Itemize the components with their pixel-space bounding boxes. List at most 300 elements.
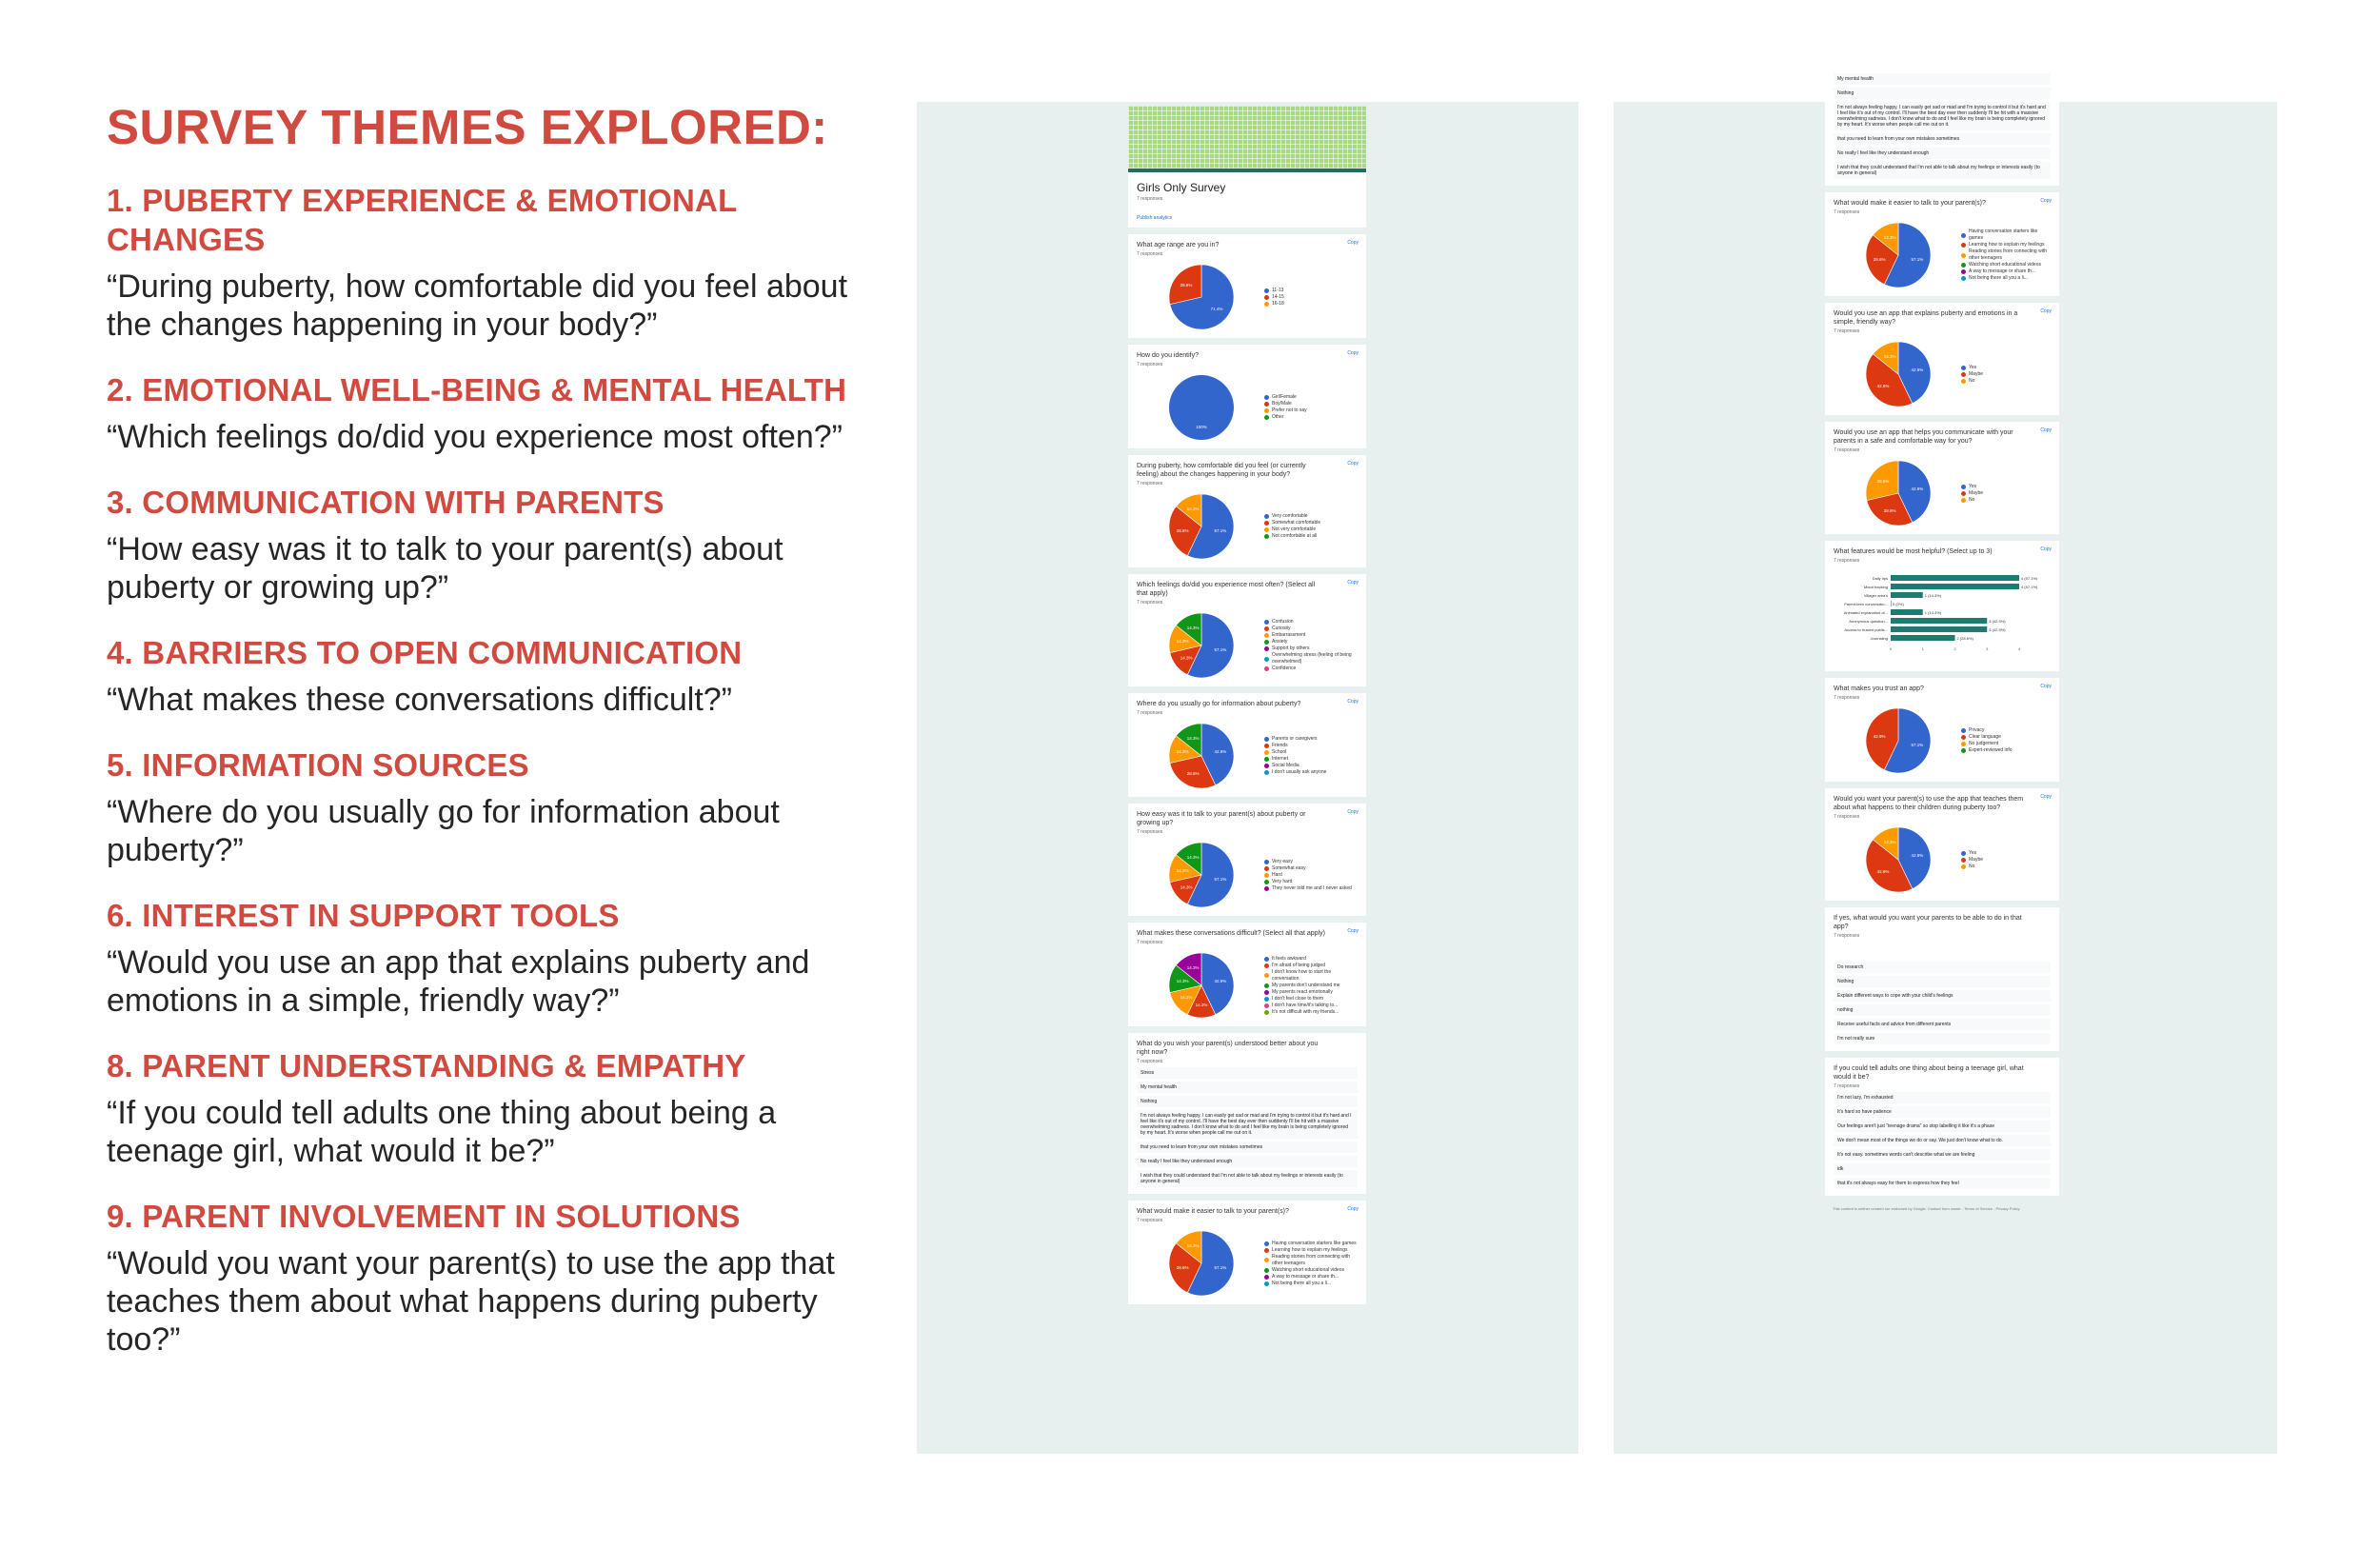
- legend-swatch: [1264, 626, 1269, 631]
- legend-item: [1264, 665, 1358, 672]
- legend-item: [1264, 288, 1284, 294]
- answer-item: Nothing: [1834, 88, 2051, 99]
- pie-chart: [1167, 1229, 1236, 1298]
- legend-item: [1264, 885, 1352, 892]
- legend-item: [1264, 414, 1307, 421]
- pie-slice-label: 14.3%: [1186, 1243, 1200, 1249]
- pie-slice-label: 14.3%: [1186, 506, 1200, 512]
- legend-label: School: [1272, 749, 1287, 755]
- answer-item: that you need to learn from your own mistakes sometimes: [1834, 133, 2051, 145]
- legend-swatch: [1264, 757, 1269, 762]
- pie-slice-label: 14.3%: [1180, 655, 1193, 661]
- theme-item: [107, 1046, 849, 1170]
- legend-label: I'm afraid of being judged: [1272, 962, 1325, 968]
- survey-screenshot-panel-2: [1614, 76, 2277, 1454]
- pie-chart: [1167, 951, 1236, 1020]
- chart-card: [1128, 804, 1366, 916]
- themes-list: [107, 181, 849, 1359]
- bar-category-label: Parent-teen conversatio...: [1844, 602, 1888, 606]
- legend-item: [1264, 407, 1307, 414]
- pie-chart: [1167, 492, 1236, 561]
- legend-label: It feels awkward: [1272, 955, 1306, 962]
- legend-item: [1264, 626, 1358, 632]
- legend-swatch: [1264, 527, 1269, 532]
- legend-swatch: [1961, 851, 1966, 856]
- chart-title: What features would be most helpful? (Select up to 3): [1834, 548, 1993, 555]
- pie-slice-label: 42.9%: [1911, 486, 1924, 491]
- bar-value-label: 4 (57.1%): [2021, 585, 2038, 589]
- legend-swatch: [1961, 735, 1966, 740]
- legend-swatch: [1961, 233, 1966, 238]
- legend-swatch: [1264, 657, 1269, 662]
- chart-legend: [1264, 619, 1358, 672]
- legend-swatch: [1264, 408, 1269, 413]
- legend-swatch: [1264, 666, 1269, 671]
- theme-question: “Would you want your parent(s) to use the app that teaches them about what happens during puberty too?”: [107, 1245, 835, 1358]
- legend-item: [1264, 963, 1358, 969]
- chart-card: [1128, 923, 1366, 1026]
- bar-value-label: 2 (28.6%): [1956, 636, 1973, 641]
- theme-heading: 2. EMOTIONAL WELL-BEING & MENTAL HEALTH: [107, 372, 847, 407]
- legend-item: [1264, 632, 1358, 639]
- legend-label: Embarrassment: [1272, 632, 1306, 638]
- legend-label: Reading stories from connecting with other teenagers: [1969, 248, 2047, 261]
- chart-legend: [1961, 727, 2013, 754]
- chart-cards: [1128, 234, 1366, 1026]
- legend-swatch: [1264, 1248, 1269, 1253]
- legend-swatch: [1264, 764, 1269, 768]
- legend-swatch: [1264, 1003, 1269, 1008]
- answer-item: Receive useful facts and advice from different parents: [1834, 1019, 2051, 1030]
- chart-row: [1137, 373, 1358, 442]
- form-response-count: 7 responses: [1137, 196, 1163, 202]
- card-response-count: 7 responses: [1834, 933, 1860, 939]
- chart-cards: [1825, 192, 2059, 901]
- answer-item: I wish that they could understand that I'm not able to talk about my feelings or interests easily (to anyone in general): [1834, 162, 2051, 179]
- chart-row: [1137, 492, 1358, 561]
- legend-label: I don't feel close to them: [1272, 995, 1324, 1002]
- chart-title: What would make it easier to talk to your parent(s)?: [1137, 1208, 1289, 1215]
- answer-item: Nothing: [1834, 976, 2051, 987]
- chart-row: [1834, 221, 2051, 289]
- legend-label: Watching short educational videos: [1969, 262, 2041, 268]
- legend-item: [1961, 734, 2013, 741]
- answers-list: [1834, 1092, 2051, 1189]
- theme-question: “What makes these conversations difficult?”: [107, 682, 732, 718]
- bar-category-label: Mood tracking: [1863, 585, 1888, 589]
- chart-card: [1825, 678, 2059, 782]
- axis-tick-label: 4: [2017, 646, 2021, 651]
- copy-button[interactable]: Copy: [1347, 350, 1359, 356]
- card-response-count: 7 responses: [1834, 814, 1860, 820]
- legend-label: Learning how to explain my feelings: [1969, 242, 2045, 248]
- chart-title: What makes these conversations difficult? (Select all that apply): [1137, 930, 1325, 937]
- card-response-count: 7 responses: [1834, 695, 1860, 701]
- pie-slice-label: 14.3%: [1180, 884, 1193, 890]
- legend-label: It's not difficult with my friends...: [1272, 1008, 1339, 1015]
- answer-item: I'm not really sure: [1834, 1033, 2051, 1044]
- legend-label: Having conversation starters like games: [1969, 228, 2038, 241]
- chart-row: [1137, 841, 1358, 909]
- legend-swatch: [1264, 633, 1269, 638]
- legend-swatch: [1961, 498, 1966, 503]
- legend-label: Maybe: [1969, 370, 1984, 377]
- answer-item: It's not easy. sometimes words can't describe what we are feeling: [1834, 1149, 2051, 1161]
- survey-screenshot-panel-1: [917, 102, 1578, 1454]
- chart-row: [1137, 1229, 1358, 1298]
- chart-card: [1825, 788, 2059, 901]
- bar-category-label: Daily tips: [1872, 576, 1888, 581]
- legend-label: Maybe: [1969, 856, 1984, 863]
- legend-swatch: [1264, 860, 1269, 864]
- pie-chart: [1167, 722, 1236, 790]
- theme-item: [107, 181, 849, 344]
- legend-item: [1264, 1274, 1358, 1281]
- pie-slice-label: 28.6%: [1876, 478, 1890, 484]
- legend-label: Yes: [1969, 849, 1977, 856]
- copy-button[interactable]: Copy: [1347, 1206, 1359, 1212]
- answer-item: We don't mean most of the things we do or say. We just don't know what to do.: [1834, 1135, 2051, 1146]
- legend-label: Confidence: [1272, 665, 1297, 671]
- pie-slice-label: 14.3%: [1186, 855, 1200, 861]
- legend-item: [1961, 864, 1983, 870]
- card-response-count: 7 responses: [1834, 447, 1860, 453]
- legend-swatch: [1264, 886, 1269, 891]
- legend-item: [1264, 736, 1326, 743]
- chart-title: How easy was it to talk to your parent(s) about puberty or growing up?: [1137, 811, 1306, 826]
- pie-slice-label: 14.3%: [1195, 1002, 1208, 1007]
- chart-title: What would make it easier to talk to your parent(s)?: [1834, 200, 1986, 207]
- answers-list: [1834, 73, 2051, 179]
- legend-item: [1961, 484, 1983, 490]
- bar: [1891, 635, 1955, 641]
- card-response-count: 7 responses: [1137, 481, 1163, 487]
- legend-swatch: [1961, 742, 1966, 746]
- legend-label: I don't usually ask anyone: [1272, 769, 1327, 775]
- survey-column-1: [1128, 102, 1366, 1311]
- card-response-count: 7 responses: [1137, 600, 1163, 606]
- legend-item: [1264, 743, 1326, 749]
- form-footer: This content is neither created nor endorsed by Google. Contact form owner - Terms of Service - Privacy Policy: [1833, 1206, 2020, 1211]
- legend-label: Having conversation starters like games: [1272, 1240, 1357, 1246]
- chart-row: [1834, 706, 2051, 775]
- theme-heading: 3. COMMUNICATION WITH PARENTS: [107, 485, 664, 520]
- pie-slice-label: 42.9%: [1214, 748, 1227, 754]
- pie-slice-label: 42.9%: [1911, 367, 1924, 372]
- legend-label: Watching short educational videos: [1272, 1266, 1344, 1273]
- legend-item: [1264, 983, 1358, 989]
- pie-slice-label: 57.1%: [1214, 528, 1227, 534]
- legend-swatch: [1264, 963, 1269, 968]
- pie-chart: [1864, 459, 1933, 527]
- pie-slice-label: 42.9%: [1876, 869, 1890, 875]
- legend-item: [1961, 741, 2013, 747]
- legend-label: Privacy: [1969, 727, 1985, 733]
- copy-button[interactable]: Copy: [1347, 461, 1359, 467]
- legend-swatch: [1264, 1241, 1269, 1246]
- legend-swatch: [1264, 744, 1269, 748]
- copy-button[interactable]: Copy: [2040, 684, 2052, 689]
- text-answers-card-continued: [1825, 64, 2059, 186]
- legend-item: [1264, 652, 1358, 665]
- legend-label: I don't know how to start the conversation: [1272, 968, 1332, 982]
- chart-legend: [1264, 736, 1326, 776]
- chart-title: What age range are you in?: [1137, 242, 1220, 248]
- pie-slice-label: 28.6%: [1883, 507, 1896, 513]
- pie-slice-label: 100%: [1196, 424, 1207, 429]
- answer-item: I'm not lazy, I'm exhausted: [1834, 1092, 2051, 1103]
- chart-cards-tail: [1128, 1201, 1366, 1304]
- pie-slice-label: 57.1%: [1911, 257, 1924, 263]
- legend-swatch: [1264, 395, 1269, 400]
- legend-label: Anxiety: [1272, 639, 1288, 645]
- answer-item: Nothing: [1137, 1096, 1358, 1107]
- bar: [1891, 592, 1923, 598]
- legend-label: 11-13: [1272, 287, 1284, 293]
- chart-row: [1137, 951, 1358, 1020]
- legend-label: Very hard: [1272, 878, 1293, 884]
- chart-title: Would you want your parent(s) to use the app that teaches them about what happens to their children during puberty too?: [1834, 796, 2024, 811]
- legend-label: Prefer not to say: [1272, 407, 1307, 413]
- pie-slice-label: 28.6%: [1180, 282, 1193, 288]
- bar-category-label: Animated explanation of...: [1843, 610, 1888, 615]
- chart-title: Would you use an app that helps you communicate with your parents in a safe and comfortable way for you?: [1834, 429, 2013, 445]
- pie-slice-label: 14.3%: [1176, 638, 1189, 644]
- pie-slice-label: 28.6%: [1186, 770, 1200, 776]
- legend-swatch: [1264, 1010, 1269, 1015]
- bar: [1891, 601, 1892, 606]
- legend-label: Support by others: [1272, 645, 1310, 651]
- legend-item: [1961, 365, 1983, 371]
- theme-heading: 9. PARENT INVOLVEMENT IN SOLUTIONS: [107, 1199, 741, 1234]
- answer-item: I'm not always feeling happy. I can easily get sad or mad and I'm trying to control it but it's hard and I feel like it's out of my control. I'll have the best day ever then suddenly I'll be hit with a massive overwhelming sadness. I don't know what to do and I feel like my brain is being completely ignored by my heart. It's worse when people call me out on it.: [1137, 1110, 1358, 1139]
- copy-button[interactable]: Copy: [2040, 308, 2052, 314]
- answer-item: idk: [1834, 1163, 2051, 1175]
- legend-swatch: [1264, 770, 1269, 775]
- chart-row: [1834, 459, 2051, 527]
- legend-label: No: [1969, 377, 1975, 384]
- legend-label: Curiosity: [1272, 626, 1291, 631]
- copy-button[interactable]: Copy: [1347, 699, 1359, 705]
- pie-slice-label: 42.9%: [1214, 978, 1227, 983]
- answers-list: [1137, 1067, 1358, 1187]
- legend-label: 14-15: [1272, 293, 1284, 300]
- legend-label: Not being there all you a li...: [1969, 275, 2028, 281]
- chart-legend: [1264, 956, 1358, 1016]
- card-response-count: 7 responses: [1137, 1218, 1163, 1223]
- parents-app-answers-card: [1825, 907, 2059, 1051]
- legend-swatch: [1264, 873, 1269, 878]
- theme-item: [107, 370, 849, 456]
- theme-question: “If you could tell adults one thing about being a teenage girl, what would it be?”: [107, 1095, 777, 1169]
- legend-item: [1264, 301, 1284, 308]
- legend-label: Very easy: [1272, 858, 1293, 864]
- answer-item: My mental health: [1137, 1082, 1358, 1093]
- copy-button[interactable]: Copy: [2040, 546, 2052, 552]
- legend-swatch: [1264, 866, 1269, 871]
- legend-label: Hard: [1272, 871, 1282, 878]
- copy-button[interactable]: Copy: [1347, 580, 1359, 586]
- answer-item: I wish that they could understand that I'm not able to talk about my feelings or interests easily (to anyone in general): [1137, 1170, 1358, 1187]
- legend-swatch: [1961, 491, 1966, 496]
- legend-label: No judgement: [1969, 741, 1999, 746]
- legend-item: [1264, 533, 1320, 540]
- bar: [1891, 584, 2019, 589]
- answer-item: I'm not always feeling happy. I can easily get sad or mad and I'm trying to control it but it's hard and I feel like it's out of my control. I'll have the best day ever then suddenly I'll be hit with a massive overwhelming sadness. I don't know what to do and I feel like my brain is being completely ignored by my heart. It's worse when people call me out on it.: [1834, 102, 2051, 130]
- legend-label: Confusion: [1272, 619, 1294, 625]
- legend-swatch: [1264, 514, 1269, 519]
- legend-label: Somewhat comfortable: [1272, 520, 1321, 526]
- pie-slice-label: 14.3%: [1180, 995, 1193, 1001]
- answer-item: that you need to learn from your own mistakes sometimes: [1137, 1142, 1358, 1153]
- legend-swatch: [1961, 269, 1966, 274]
- legend-item: [1264, 1247, 1358, 1254]
- legend-label: Yes: [1969, 364, 1977, 370]
- legend-label: Not very comfortable: [1272, 526, 1317, 532]
- copy-button[interactable]: Copy: [1347, 928, 1359, 934]
- chart-card: [1128, 693, 1366, 797]
- answer-item: No really I feel like they understand enough: [1137, 1156, 1358, 1167]
- legend-label: Social Media: [1272, 763, 1299, 768]
- legend-label: Very comfortable: [1272, 513, 1308, 519]
- legend-swatch: [1961, 372, 1966, 377]
- legend-label: Other: [1272, 414, 1284, 420]
- legend-item: [1961, 228, 2051, 242]
- chart-legend: [1961, 484, 1983, 504]
- legend-label: Learning how to explain my feelings: [1272, 1246, 1348, 1253]
- bar-category-label: Villager area's: [1863, 593, 1888, 598]
- chart-legend: [1961, 228, 2051, 282]
- copy-button[interactable]: Copy: [1347, 809, 1359, 815]
- chart-title: During puberty, how comfortable did you feel (or currently feeling) about the changes happening in your body?: [1137, 463, 1306, 478]
- card-response-count: 7 responses: [1834, 1083, 1860, 1089]
- pie-slice-label: 14.3%: [1186, 626, 1200, 631]
- chart-legend: [1264, 1241, 1358, 1287]
- chart-card: [1825, 192, 2059, 296]
- legend-item: [1264, 513, 1320, 520]
- form-title: Girls Only Survey: [1137, 181, 1226, 194]
- legend-swatch: [1961, 243, 1966, 248]
- chart-legend: [1264, 513, 1320, 540]
- theme-item: [107, 896, 849, 1020]
- legend-label: They never told me and I never asked: [1272, 884, 1352, 891]
- legend-item: [1264, 394, 1307, 401]
- chart-row: [1834, 340, 2051, 408]
- pie-chart: [1864, 340, 1933, 408]
- legend-label: I don't have time/it's talking to...: [1272, 1002, 1339, 1008]
- pie-slice-label: 14.3%: [1176, 867, 1189, 873]
- copy-button[interactable]: Copy: [1347, 240, 1359, 246]
- chart-title: How do you identify?: [1137, 352, 1199, 359]
- legend-label: Somewhat easy: [1272, 864, 1306, 871]
- pie-chart: [1167, 263, 1236, 331]
- legend-swatch: [1264, 750, 1269, 755]
- pie-slice-label: 42.9%: [1876, 384, 1890, 389]
- bar-chart: [1834, 569, 2053, 665]
- form-title-card: [1128, 172, 1366, 228]
- theme-heading: 4. BARRIERS TO OPEN COMMUNICATION: [107, 635, 743, 670]
- bar-value-label: 1 (14.3%): [1924, 610, 1942, 615]
- legend-item: [1961, 242, 2051, 248]
- chart-row: [1137, 722, 1358, 790]
- legend-label: Boy/Male: [1272, 401, 1292, 407]
- chart-card: [1825, 541, 2059, 671]
- theme-heading: 8. PARENT UNDERSTANDING & EMPATHY: [107, 1048, 746, 1083]
- pie-slice-label: 42.9%: [1873, 733, 1886, 739]
- pie-slice-label: 57.1%: [1911, 743, 1924, 748]
- card-title: What do you wish your parent(s) understood better about you right now?: [1137, 1041, 1319, 1056]
- legend-item: [1264, 956, 1358, 963]
- theme-question: “Which feelings do/did you experience most often?”: [107, 419, 843, 455]
- legend-item: [1264, 989, 1358, 996]
- legend-label: A way to message or share th...: [1272, 1273, 1339, 1280]
- legend-label: Maybe: [1969, 489, 1984, 496]
- pie-slice-label: 28.6%: [1176, 1265, 1189, 1271]
- axis-tick-label: 2: [1954, 646, 1956, 651]
- legend-swatch: [1264, 402, 1269, 407]
- copy-button[interactable]: Copy: [2040, 427, 2052, 433]
- chart-row: [1834, 825, 2051, 894]
- bar-value-label: 1 (14.3%): [1924, 593, 1942, 598]
- legend-item: [1264, 526, 1320, 533]
- legend-label: Not being there all you a li...: [1272, 1280, 1331, 1286]
- legend-swatch: [1264, 1258, 1269, 1262]
- bar-value-label: 3 (42.9%): [1989, 627, 2006, 632]
- copy-button[interactable]: Copy: [2040, 794, 2052, 800]
- bar-category-label: Anonymous question...: [1849, 619, 1888, 624]
- chart-legend: [1961, 850, 1983, 870]
- theme-item: [107, 633, 849, 719]
- chart-legend: [1264, 859, 1352, 892]
- legend-item: [1264, 756, 1326, 763]
- legend-item: [1264, 1254, 1358, 1267]
- legend-swatch: [1264, 620, 1269, 625]
- legend-swatch: [1961, 748, 1966, 753]
- legend-swatch: [1961, 276, 1966, 281]
- legend-swatch: [1264, 640, 1269, 645]
- pie-slice-label: 28.6%: [1873, 257, 1886, 263]
- chart-card: [1128, 574, 1366, 686]
- legend-item: [1961, 262, 2051, 268]
- legend-item: [1961, 747, 2013, 754]
- legend-swatch: [1264, 737, 1269, 742]
- pie-slice-label: 28.6%: [1176, 528, 1189, 534]
- legend-swatch: [1264, 973, 1269, 978]
- pie-slice-label: 14.3%: [1186, 736, 1200, 742]
- theme-item: [107, 1197, 849, 1359]
- publish-analytics-link[interactable]: Publish analytics: [1137, 215, 1173, 221]
- chart-row: [1137, 611, 1358, 680]
- legend-swatch: [1961, 864, 1966, 869]
- legend-swatch: [1264, 646, 1269, 651]
- legend-swatch: [1264, 415, 1269, 420]
- answer-item: nothing: [1834, 1004, 2051, 1016]
- copy-button[interactable]: Copy: [2040, 198, 2052, 204]
- chart-legend: [1264, 288, 1284, 308]
- card-response-count: 7 responses: [1137, 251, 1163, 257]
- pie-slice-label: 42.9%: [1911, 852, 1924, 858]
- theme-heading: 1. PUBERTY EXPERIENCE & EMOTIONAL CHANGES: [107, 183, 737, 257]
- legend-swatch: [1961, 858, 1966, 863]
- legend-item: [1264, 749, 1326, 756]
- pie-chart: [1864, 825, 1933, 894]
- legend-item: [1961, 268, 2051, 275]
- legend-swatch: [1264, 295, 1269, 300]
- chart-title: Where do you usually go for information about puberty?: [1137, 701, 1301, 707]
- legend-item: [1961, 275, 2051, 282]
- tell-adults-answers-card: [1825, 1058, 2059, 1196]
- pie-slice-label: 57.1%: [1214, 877, 1227, 883]
